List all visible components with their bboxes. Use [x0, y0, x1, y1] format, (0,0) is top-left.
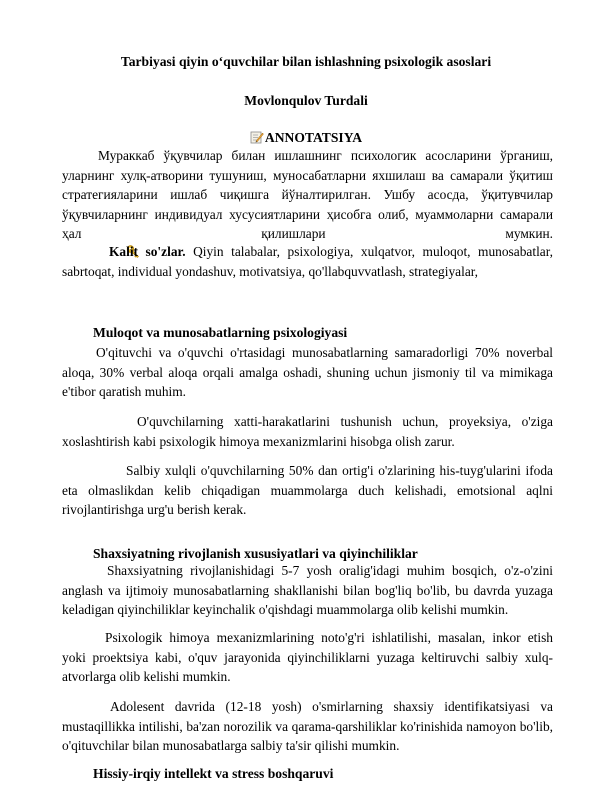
paragraph-personality-3: Adolesent davrida (12-18 yosh) o'smirlarning shaxsiy identifikatsiyasi va mustaqillikka intilishi, ba'zan norozilik va qarama-qarshiliklar ko'rinishida namoyon bo'lib, o'qituvchilar bilan munosabatlarga salbiy ta'sir qilishi mumkin.: [62, 699, 553, 753]
section-heading-personality: Shaxsiyatning rivojlanish xususiyatlari va qiyinchiliklar: [93, 546, 418, 561]
keywords-label: Kalit so'zlar.: [109, 244, 186, 259]
annotation-heading-row: [0, 129, 612, 146]
key-icon: [94, 244, 108, 258]
section-heading-emotional-intellect: Hissiy-irqiy intellekt va stress boshqaruvi: [93, 766, 334, 781]
document-title: Tarbiyasi qiyin o‘quvchilar bilan ishlashning psixologik asoslari: [120, 54, 492, 69]
paragraph-personality-1: Shaxsiyatning rivojlanishidagi 5-7 yosh oralig'idagi muhim bosqich, o'z-o'zini anglash va ijtimoiy munosabatlarning shakllanishi bilan bog'liq bo'lib, bu davrda yuzaga keladigan qiyinchiliklar keyinchalik o'qishdagi muammolarga olib kelishi mumkin.: [62, 563, 553, 617]
keywords-text: Qiyin talabalar, psixologiya, xulqatvor, muloqot, munosabatlar, sabrtoqat, individual yondashuv, motivatsiya, qo'llabquvvatlash, strategiyalar,: [62, 244, 553, 279]
paragraph-communication-2: O'quvchilarning xatti-harakatlarini tushunish uchun, proyeksiya, o'ziga xoslashtirish kabi psixologik himoya mexanizmlarini hisobga olish zarur.: [62, 414, 553, 449]
paragraph-personality-2: Psixologik himoya mexanizmlarining noto'g'ri ishlatilishi, masalan, inkor etish yoki proektsiya kabi, o'quv jarayonida qiyinchiliklarni yuzaga keltiruvchi salbiy xulq-atvorlarga olib kelishi mumkin.: [62, 630, 553, 684]
document-author: Movlonqulov Turdali: [244, 93, 368, 108]
paragraph-communication-3: Salbiy xulqli o'quvchilarning 50% dan ortig'i o'zlarining his-tuyg'ularini ifoda eta olmaslikdan kelib chiqadigan muammolarga duch kelishadi, emotsional aqlni rivojlantirishga urg'u berish kerak.: [62, 463, 553, 517]
annotation-heading: ANNOTATSIYA: [264, 130, 363, 145]
section-heading-communication: Muloqot va munosabatlarning psixologiyasi: [93, 325, 348, 340]
paragraph-communication-1: O'qituvchi va o'quvchi o'rtasidagi munosabatlarning samaradorligi 70% noverbal aloqa, 30% verbal aloqa orqali amalga oshadi, shuning uchun jismoniy til va mimikaga e'tibor qaratish muhim.: [62, 345, 553, 399]
annotation-text: Мураккаб ўқувчилар билан ишлашнинг психологик асосларини ўрганиш, уларнинг хулқ-атворини тушуниш, муносабатларни яхшилаш ва самарали ўқитиш стратегияларини ишлаб чиқишга йўналтирилган. Ушбу асосда, ўқитувчилар ўқувчиларнинг индивидуал хусусиятларини ҳисобга олиб, муаммоларни самарали ҳал қилишлари мумкин.: [62, 148, 553, 241]
memo-pencil-icon: [250, 130, 264, 144]
keywords-paragraph: [62, 242, 553, 281]
